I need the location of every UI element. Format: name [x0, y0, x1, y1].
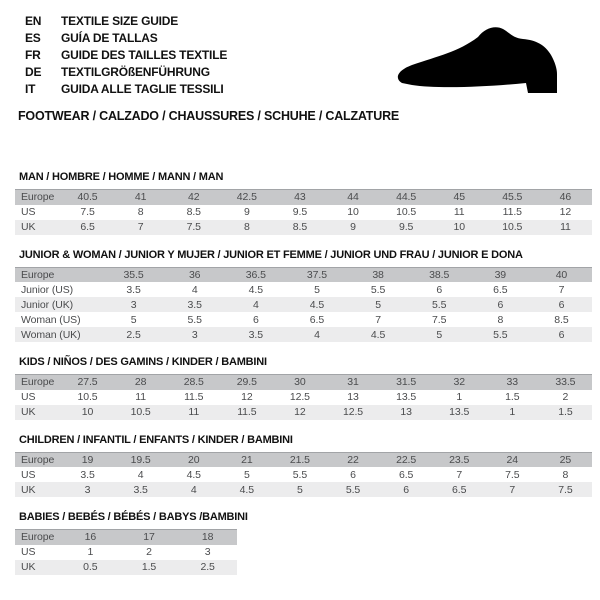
table-row [15, 390, 592, 405]
table-row [15, 405, 592, 420]
size-table [15, 189, 592, 235]
size-value-cell: 33.5 [555, 376, 576, 389]
size-value-cell: 1.5 [505, 391, 520, 403]
size-value-cell: 4 [252, 298, 259, 311]
size-value-cell: 10.5 [130, 406, 151, 418]
size-value-cell: 4 [314, 328, 320, 341]
table-row [15, 530, 237, 545]
size-value-cell: 19 [81, 453, 94, 466]
size-value-cell: 4 [191, 283, 198, 296]
row-label: US [21, 468, 36, 481]
size-value-cell: 7 [558, 283, 565, 296]
row-label: Europe [21, 268, 55, 281]
size-value-cell: 4.5 [248, 283, 263, 296]
size-value-cell: 17 [143, 531, 155, 544]
size-value-cell: 9.5 [292, 206, 308, 218]
size-value-cell: 28 [134, 376, 147, 389]
language-code: EN [25, 14, 42, 28]
size-value-cell: 9.5 [398, 221, 414, 233]
size-value-cell: 8 [562, 468, 569, 481]
size-value-cell: 11.5 [237, 406, 257, 418]
table-row [15, 560, 237, 575]
size-value-cell: 45.5 [502, 191, 523, 204]
size-value-cell: 7.5 [558, 483, 573, 496]
size-value-cell: 6.5 [452, 483, 467, 496]
size-value-cell: 33 [506, 376, 519, 389]
size-table-section [15, 249, 592, 343]
size-value-cell: 10 [347, 206, 359, 218]
size-value-cell: 12 [294, 406, 306, 418]
language-label: GUIDA ALLE TAGLIE TESSILI [61, 82, 224, 96]
size-value-cell: 18 [201, 531, 214, 544]
size-value-cell: 11 [560, 221, 571, 233]
size-value-cell: 5 [297, 483, 303, 496]
size-value-cell: 7 [509, 483, 516, 496]
size-value-cell: 21.5 [289, 453, 310, 466]
size-value-cell: 40 [555, 268, 568, 281]
size-value-cell: 4.5 [370, 328, 386, 341]
size-value-cell: 4 [137, 468, 144, 481]
row-label: UK [21, 561, 36, 573]
row-label: Europe [21, 376, 55, 389]
size-value-cell: 6.5 [80, 221, 95, 233]
size-value-cell: 6 [252, 313, 259, 326]
size-value-cell: 2 [146, 546, 152, 558]
size-value-cell: 38.5 [429, 268, 450, 281]
size-value-cell: 11 [188, 406, 200, 418]
size-value-cell: 13 [400, 406, 412, 418]
size-value-cell: 8 [137, 206, 144, 218]
table-row [15, 190, 592, 205]
size-value-cell: 31.5 [396, 376, 417, 389]
size-value-cell: 25 [559, 453, 572, 466]
size-value-cell: 7.5 [432, 313, 447, 326]
size-table [15, 374, 592, 420]
size-value-cell: 11 [135, 391, 146, 403]
size-value-cell: 4.5 [309, 298, 325, 311]
size-table-section [15, 171, 592, 235]
size-value-cell: 13.5 [449, 406, 470, 418]
size-value-cell: 28.5 [183, 376, 204, 389]
size-value-cell: 24 [506, 453, 519, 466]
size-value-cell: 2.5 [200, 561, 215, 573]
size-value-cell: 27.5 [77, 376, 98, 389]
size-value-cell: 6 [497, 298, 504, 311]
table-title: CHILDREN / INFANTIL / ENFANTS / KINDER / BAMBINI [19, 433, 293, 446]
size-value-cell: 42 [187, 191, 200, 204]
size-value-cell: 12 [241, 391, 253, 403]
size-value-cell: 0.5 [83, 561, 98, 573]
size-value-cell: 3.5 [126, 283, 141, 296]
size-value-cell: 36.5 [245, 268, 266, 281]
size-table [15, 267, 592, 343]
table-row [15, 467, 592, 482]
table-title: MAN / HOMBRE / HOMME / MANN / MAN [19, 171, 224, 183]
size-value-cell: 5 [314, 283, 320, 296]
size-value-cell: 7.5 [505, 468, 520, 481]
size-value-cell: 1.5 [141, 561, 157, 573]
size-value-cell: 4 [190, 483, 197, 496]
size-value-cell: 44 [347, 191, 359, 204]
table-title: JUNIOR & WOMAN / JUNIOR Y MUJER / JUNIOR ET FEMME / JUNIOR UND FRAU / JUNIOR E DONA [19, 248, 523, 261]
size-value-cell: 31 [347, 376, 359, 389]
size-value-cell: 1 [87, 546, 94, 558]
language-label: TEXTILGRÖßENFÜHRUNG [61, 65, 210, 79]
size-value-cell: 6.5 [493, 283, 508, 296]
language-label: TEXTILE SIZE GUIDE [61, 14, 179, 28]
size-value-cell: 10.5 [502, 221, 523, 233]
size-value-cell: 1 [456, 391, 463, 403]
size-value-cell: 32 [453, 376, 465, 389]
size-value-cell: 9 [350, 221, 356, 233]
size-value-cell: 23.5 [449, 453, 470, 466]
size-value-cell: 4.5 [186, 468, 201, 481]
size-value-cell: 3.5 [187, 298, 202, 311]
row-label: US [21, 206, 36, 218]
size-value-cell: 3 [191, 328, 198, 341]
row-label: UK [21, 221, 36, 233]
size-table-section [15, 434, 592, 498]
table-row [15, 220, 592, 235]
size-value-cell: 7.5 [186, 221, 201, 233]
size-value-cell: 11.5 [502, 206, 522, 218]
size-value-cell: 3 [130, 298, 137, 311]
size-value-cell: 3.5 [248, 328, 263, 341]
row-label: US [21, 546, 36, 558]
size-value-cell: 6 [403, 483, 409, 496]
size-value-cell: 39 [494, 268, 507, 281]
size-value-cell: 5.5 [432, 298, 447, 311]
dress-shoe-icon [392, 20, 590, 106]
table-row [15, 205, 592, 220]
table-title: KIDS / NIÑOS / DES GAMINS / KINDER / BAMBINI [19, 356, 267, 368]
size-value-cell: 3 [204, 546, 211, 558]
size-value-cell: 6 [558, 298, 565, 311]
row-label: Woman (US) [21, 313, 81, 326]
size-value-cell: 5.5 [187, 313, 202, 326]
row-label: US [21, 391, 36, 403]
size-value-cell: 36 [188, 268, 201, 281]
size-value-cell: 5.5 [292, 468, 308, 481]
size-value-cell: 21 [241, 453, 253, 466]
size-value-cell: 8.5 [186, 206, 201, 218]
size-value-cell: 4.5 [239, 483, 254, 496]
size-value-cell: 11 [453, 206, 465, 218]
table-row [15, 312, 592, 327]
size-value-cell: 5 [375, 298, 381, 311]
size-value-cell: 12 [559, 206, 572, 218]
table-row [15, 327, 592, 342]
table-row [15, 282, 592, 297]
size-value-cell: 16 [84, 531, 97, 544]
size-value-cell: 3.5 [133, 483, 148, 496]
size-tables [15, 171, 592, 575]
size-table-section [15, 356, 592, 420]
size-value-cell: 45 [453, 191, 465, 204]
size-value-cell: 37.5 [306, 268, 327, 281]
size-value-cell: 11.5 [184, 391, 204, 403]
size-value-cell: 5 [130, 313, 137, 326]
size-value-cell: 2.5 [126, 328, 141, 341]
category-title: FOOTWEAR / CALZADO / CHAUSSURES / SCHUHE / CALZATURE [18, 109, 400, 123]
table-row [15, 482, 592, 497]
language-code: ES [25, 31, 41, 45]
size-value-cell: 5 [243, 468, 250, 481]
table-row [15, 267, 592, 282]
size-value-cell: 5.5 [370, 283, 386, 296]
size-value-cell: 5.5 [493, 328, 508, 341]
size-value-cell: 3 [84, 483, 91, 496]
table-row [15, 452, 592, 467]
size-value-cell: 2 [562, 391, 569, 403]
size-value-cell: 10.5 [396, 206, 417, 218]
size-value-cell: 3.5 [80, 468, 95, 481]
row-label: Europe [21, 531, 55, 544]
size-value-cell: 7 [375, 313, 381, 326]
size-value-cell: 5.5 [345, 483, 361, 496]
language-code: IT [25, 82, 36, 96]
size-value-cell: 6.5 [309, 313, 325, 326]
size-value-cell: 42.5 [236, 191, 257, 204]
row-label: Woman (UK) [21, 328, 81, 341]
size-value-cell: 8 [243, 221, 250, 233]
size-value-cell: 1.5 [558, 406, 573, 418]
table-row [15, 375, 592, 390]
row-label: UK [21, 406, 36, 418]
table-title: BABIES / BEBÉS / BÉBÉS / BABYS /BAMBINI [19, 511, 248, 523]
size-value-cell: 7 [456, 468, 463, 481]
size-value-cell: 7.5 [80, 206, 95, 218]
size-value-cell: 12.5 [342, 406, 364, 418]
row-label: Junior (UK) [21, 298, 73, 311]
size-table [15, 452, 592, 498]
size-value-cell: 8 [497, 313, 504, 326]
size-value-cell: 29.5 [236, 376, 257, 389]
size-value-cell: 40.5 [77, 191, 98, 204]
size-value-cell: 44.5 [396, 191, 417, 204]
row-label: Europe [21, 191, 55, 204]
size-table-section [15, 511, 592, 575]
row-label: UK [21, 483, 36, 496]
size-value-cell: 22 [347, 453, 359, 466]
size-value-cell: 8.5 [292, 221, 308, 233]
size-table [15, 529, 237, 575]
size-value-cell: 10.5 [77, 391, 98, 403]
language-code: FR [25, 48, 41, 62]
language-label: GUIDE DES TAILLES TEXTILE [61, 48, 228, 62]
size-value-cell: 5 [436, 328, 443, 341]
size-value-cell: 20 [187, 453, 200, 466]
size-value-cell: 22.5 [396, 453, 417, 466]
table-row [15, 297, 592, 312]
size-value-cell: 6 [558, 328, 565, 341]
size-value-cell: 9 [243, 206, 250, 218]
size-value-cell: 6 [350, 468, 356, 481]
size-value-cell: 13.5 [396, 391, 417, 403]
language-label: GUÍA DE TALLAS [61, 31, 158, 45]
size-value-cell: 1 [509, 406, 516, 418]
language-code: DE [25, 65, 42, 79]
size-value-cell: 6.5 [398, 468, 414, 481]
row-label: Europe [21, 453, 55, 466]
size-value-cell: 10 [453, 221, 465, 233]
size-value-cell: 46 [559, 191, 572, 204]
size-value-cell: 35.5 [123, 268, 144, 281]
size-value-cell: 7 [137, 221, 144, 233]
row-label: Junior (US) [21, 283, 73, 296]
size-value-cell: 10 [81, 406, 94, 418]
size-value-cell: 6 [436, 283, 443, 296]
size-value-cell: 43 [294, 191, 306, 204]
size-value-cell: 13 [347, 391, 359, 403]
size-value-cell: 41 [134, 191, 147, 204]
size-value-cell: 8.5 [554, 313, 569, 326]
size-value-cell: 19.5 [130, 453, 151, 466]
size-value-cell: 12.5 [289, 391, 310, 403]
size-value-cell: 30 [294, 376, 306, 389]
size-value-cell: 38 [372, 268, 384, 281]
table-row [15, 545, 237, 560]
